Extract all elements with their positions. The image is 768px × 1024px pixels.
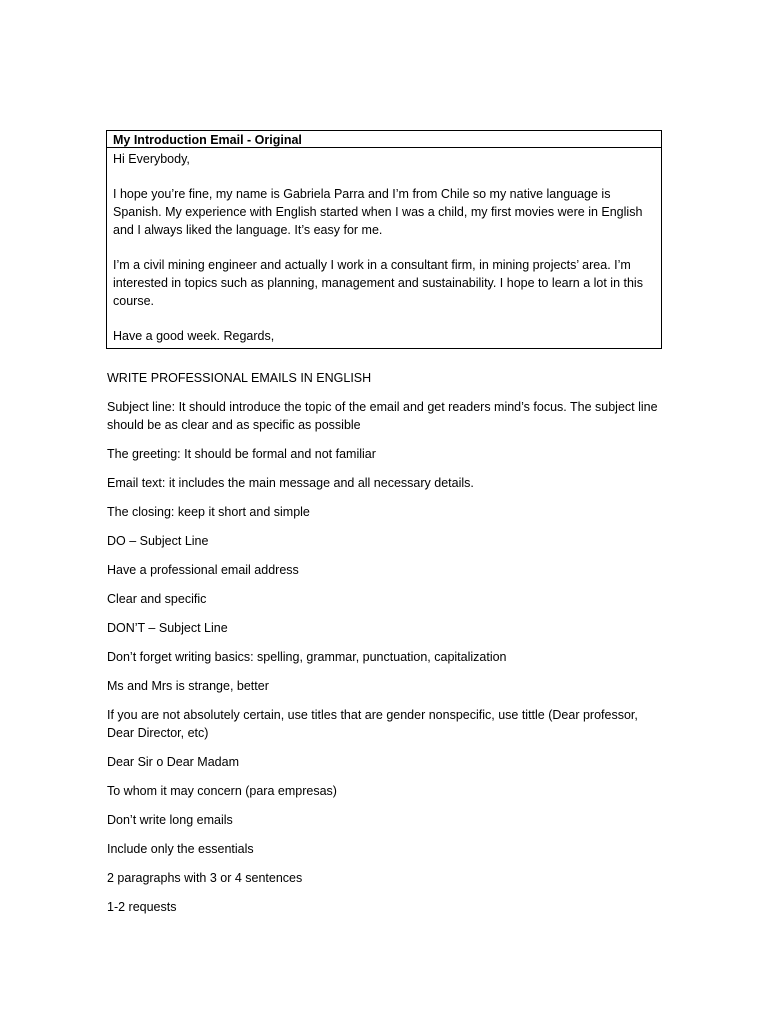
intro-email-greeting: Hi Everybody, [113,152,190,166]
note-item: Ms and Mrs is strange, better [107,679,269,693]
intro-email-body [107,148,661,348]
note-item: Clear and specific [107,592,207,606]
intro-email-header: My Introduction Email - Original [107,131,661,148]
note-item: Subject line: It should introduce the topic of the email and get readers mind’s focus. The subject line should be as clear and as specific as possible [107,400,658,432]
note-item: The closing: keep it short and simple [107,505,310,519]
note-item: If you are not absolutely certain, use titles that are gender nonspecific, use tittle (Dear professor, Dear Director, etc) [107,708,638,740]
note-item: Don’t forget writing basics: spelling, grammar, punctuation, capitalization [107,650,507,664]
intro-email-table [106,130,662,349]
paragraph-gap [113,239,655,256]
paragraph-gap [113,310,655,327]
intro-email-paragraph-1: I hope you’re fine, my name is Gabriela Parra and I’m from Chile so my native language is Spanish. My experience with English started when I was a child, my first movies were in English and I always liked the language. It’s easy for me. [113,187,643,237]
paragraph-gap [113,168,655,185]
note-item: Dear Sir o Dear Madam [107,755,239,769]
note-item: DO – Subject Line [107,534,209,548]
note-item: The greeting: It should be formal and not familiar [107,447,376,461]
note-item: Include only the essentials [107,842,254,856]
note-item: DON’T – Subject Line [107,621,228,635]
notes-section [107,369,667,927]
note-item: Have a professional email address [107,563,299,577]
notes-title: WRITE PROFESSIONAL EMAILS IN ENGLISH [107,371,372,385]
intro-email-paragraph-2: I’m a civil mining engineer and actually I work in a consultant firm, in mining projects’ area. I’m interested in topics such as planning, management and sustainability. I hope to learn a lot in this course. [113,258,643,308]
note-item: Email text: it includes the main message and all necessary details. [107,476,474,490]
note-item: Don’t write long emails [107,813,233,827]
note-item: 1-2 requests [107,900,177,914]
note-item: 2 paragraphs with 3 or 4 sentences [107,871,303,885]
intro-email-closing: Have a good week. Regards, [113,329,275,343]
note-item: To whom it may concern (para empresas) [107,784,337,798]
